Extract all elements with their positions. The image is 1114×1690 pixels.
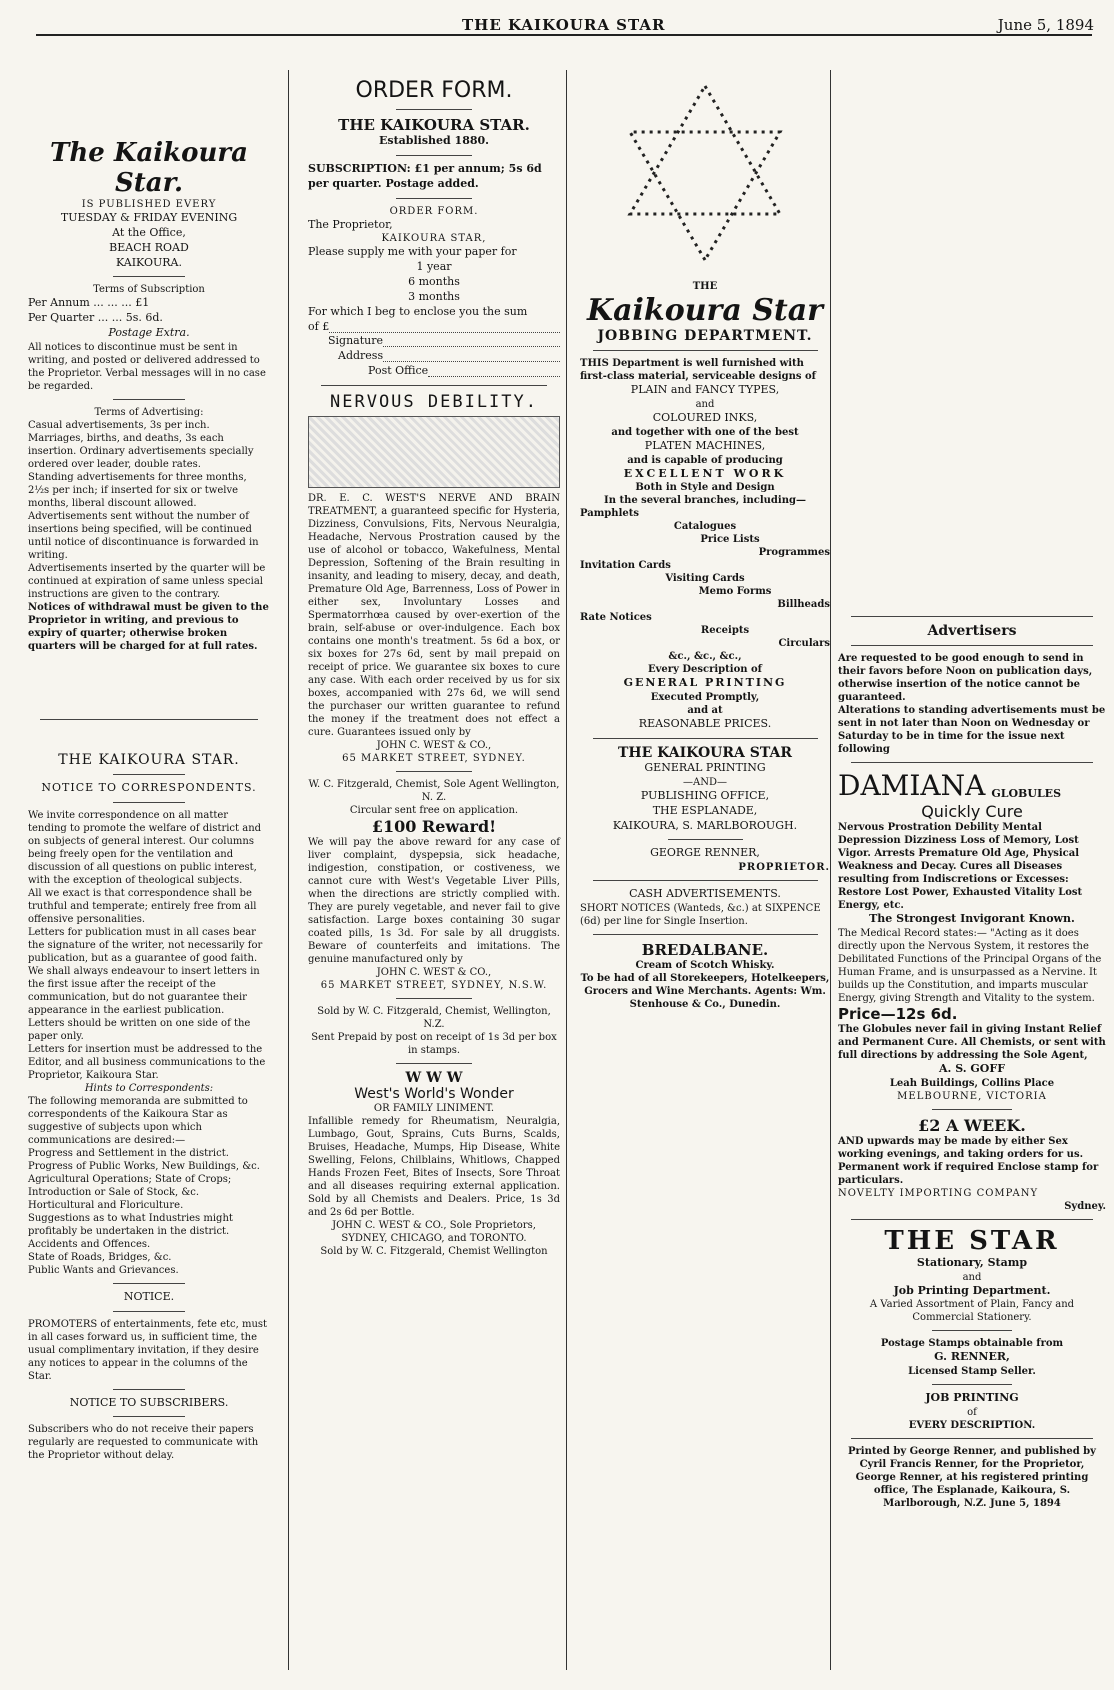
job-item: Memo Forms	[698, 586, 772, 598]
and-label: and	[962, 1271, 982, 1283]
executed-promptly: Executed Promptly,	[650, 692, 760, 704]
circular-line: Circular sent free on application.	[349, 804, 519, 816]
established: Established 1880.	[379, 134, 489, 147]
post-office-field[interactable]	[428, 364, 560, 377]
casual-text: Casual advertisements, 3s per inch.	[28, 419, 210, 431]
amount-label: of £	[308, 319, 330, 333]
hints-item: Suggestions as to what Industries might profitably be undertaken in the district.	[28, 1212, 233, 1237]
west-company-2: JOHN C. WEST & CO.,	[376, 966, 492, 978]
town-line: KAIKOURA.	[116, 255, 182, 269]
liniment-heading: OR FAMILY LINIMENT.	[373, 1102, 495, 1114]
postage-stamps: Postage Stamps obtainable from	[880, 1338, 1064, 1350]
the-label: THE	[692, 281, 718, 292]
medical-record: The Medical Record states:— "Acting as it does directly upon the Nervous System, it restores the Debilitated Functions of the Principal Organs of the Human Frame, and is unsurpassed as a Nervine. It builds up the Constitution, and imparts muscular Energy, giving Strength and Vitality to the system.	[838, 927, 1102, 1004]
order-form-title: ORDER FORM.	[355, 78, 513, 103]
the-star-heading: THE STAR	[884, 1225, 1060, 1256]
enclose-line: For which I beg to enclose you the sum	[308, 304, 528, 318]
jobbing-department: JOBBING DEPARTMENT.	[597, 328, 813, 344]
west-address-2: 65 MARKET STREET, SYDNEY, N.S.W.	[320, 979, 548, 991]
sydney-label: Sydney.	[1064, 1200, 1106, 1212]
column-3	[572, 70, 838, 1670]
stationary-stamp: Stationary, Stamp	[916, 1255, 1028, 1269]
varied-assortment: A Varied Assortment of Plain, Fancy and Commercial Stationery.	[869, 1299, 1075, 1324]
sent-line: Sent Prepaid by post on receipt of 1s 3d per box in stamps.	[311, 1031, 557, 1056]
days-line: TUESDAY & FRIDAY EVENING	[60, 211, 238, 224]
dr-west-text: DR. E. C. WEST'S NERVE AND BRAIN TREATMENT, a guaranteed specific for Hysteria, Dizziness, Convulsions, Fits, Nervous Neuralgia, Headache, Nervous Prostration caused by the use of alcohol or tobacco, Wakefulness, Mental Depression, Softening of the Brain resulting in insanity, and leading to misery, decay, and death, Premature Old Age, Barrenness, Loss of Power in either sex, Involuntary Losses and Spermatorrhœa caused by over-exertion of the brain, self-abuse or over-indulgence. Each box contains one month's treatment. 5s 6d a box, or six boxes for 27s 6d, sent by mail prepaid on receipt of price. We guarantee six boxes to cure any case. With each order received by us for six boxes, accompanied with 27s 6d, we will send the purchaser our written guarantee to refund the money if the treatment does not effect a cure. Guarantees issued only by	[308, 492, 560, 738]
subscribers-text: Subscribers who do not receive their papers regularly are requested to communicate with the Proprietor without delay.	[28, 1424, 259, 1462]
several-branches: In the several branches, including—	[604, 495, 806, 507]
alterations-body: Alterations to standing advertisements must be sent in not later than Noon on Wednesday or Saturday to be in time for the issue next following	[838, 705, 1106, 755]
header-rule	[36, 34, 1092, 36]
signature-field[interactable]	[383, 334, 560, 347]
licensed-seller: Licensed Stamp Seller.	[908, 1366, 1036, 1378]
short-notices: SHORT NOTICES (Wanteds, &c.) at SIXPENCE (6d) per line for Single Insertion.	[580, 903, 821, 928]
every-description-2: EVERY DESCRIPTION.	[908, 1420, 1036, 1432]
hints-item: Progress of Public Works, New Buildings, &c.	[28, 1160, 260, 1172]
week-body: AND upwards may be made by either Sex working evenings, and taking orders for us. Permanent work if required Enclose stamp for particulars.	[838, 1135, 1099, 1186]
notices-text: All notices to discontinue must be sent in writing, and posted or delivered addressed to the Proprietor. Verbal messages will in no case be regarded.	[28, 341, 266, 392]
of-label: of	[967, 1407, 977, 1419]
job-item: Catalogues	[673, 521, 737, 533]
www-heading: W W W	[405, 1069, 463, 1086]
esplanade: THE ESPLANADE,	[652, 803, 758, 817]
every-description: Every Description of	[648, 664, 762, 676]
and-1: and	[695, 398, 715, 410]
style-design: Both in Style and Design	[635, 482, 775, 494]
subscription-text: SUBSCRIPTION: £1 per annum; 5s 6d per quarter. Postage added.	[308, 161, 542, 190]
fitzgerald-agent: W. C. Fitzgerald, Chemist, Sole Agent Wellington, N. Z.	[308, 778, 560, 803]
bredalbane-body: To be had of all Storekeepers, Hotelkeepers, Grocers and Wine Merchants. Agents: Wm. Stenhouse & Co., Dunedin.	[580, 973, 830, 1011]
road-line: BEACH ROAD	[109, 240, 189, 254]
liniment-body: Infallible remedy for Rheumatism, Neuralgia, Lumbago, Gout, Sprains, Cuts Burns, Scalds, Bruises, Headache, Mumps, Hip Disease, White Swelling, Felons, Chilblains, Whitlows, Chapped Hands Frozen Feet, Bites of Insects, Sore Throat and all diseases requiring external application. Sold by all Chemists and Dealers. Price, 1s 3d and 2s 6d per Bottle.	[308, 1115, 560, 1218]
without-text: Advertisements sent without the number of insertions being specified, will be continued until notice of discontinuance is forwarded in writing.	[28, 510, 259, 561]
excellent-work: EXCELLENT WORK	[623, 466, 787, 480]
platen-machines: PLATEN MACHINES,	[644, 438, 766, 452]
corr-1: We invite correspondence on all matter tending to promote the welfare of district and on subjects of general interest. Our columns being freely open for the ventilation and discussion of all questions on public interest, with the exception of theological subjects.	[28, 809, 262, 886]
standing-text: Standing advertisements for three months, 2½s per inch; if inserted for six or twelve months, liberal discount allowed.	[28, 471, 247, 509]
order-form-small: ORDER FORM.	[389, 205, 479, 217]
job-item: Circulars	[778, 638, 830, 650]
general-printing: GENERAL PRINTING	[623, 676, 787, 690]
job-item: Billheads	[777, 599, 830, 611]
globules-label: GLOBULES	[991, 787, 1062, 801]
corr-3: Letters for publication must in all cases bear the signature of the writer, not necessarily for publication, but as a guarantee of good faith.	[28, 926, 263, 964]
bredalbane-heading: BREDALBANE.	[641, 941, 769, 960]
per-annum: Per Annum ... ... ... £1	[28, 296, 150, 310]
and-dash: —AND—	[683, 776, 727, 788]
quickly-cure: Quickly Cure	[921, 802, 1023, 821]
job-item: &c., &c., &c.,	[668, 651, 742, 663]
price-body: The Globules never fail in giving Instant Relief and Permanent Cure. All Chemists, or sent with full directions by addressing the Sole Agent,	[838, 1023, 1106, 1061]
wonder-heading: West's World's Wonder	[354, 1085, 514, 1102]
kaikoura-star-title: Kaikoura Star	[587, 293, 823, 328]
hints-item: Accidents and Offences.	[28, 1238, 151, 1250]
option-six-months: 6 months	[408, 275, 460, 289]
notice-correspondents: NOTICE TO CORRESPONDENTS.	[41, 780, 257, 794]
paper-title: The Kaikoura Star.	[50, 138, 248, 198]
hints-item: Agricultural Operations; State of Crops; Introduction or Sale of Stock, &c.	[28, 1173, 232, 1198]
advertisers-body: Are requested to be good enough to send in their favors before Noon on publication days, otherwise insertion of the notice cannot be guaranteed.	[838, 653, 1093, 703]
option-three-months: 3 months	[408, 289, 460, 303]
two-pound-week: £2 A WEEK.	[918, 1115, 1026, 1135]
strongest-invigorant: The Strongest Invigorant Known.	[869, 912, 1075, 925]
job-printing: JOB PRINTING	[925, 1391, 1019, 1405]
star-of-david-logo	[580, 78, 830, 272]
terms-advertising: Terms of Advertising:	[94, 406, 204, 418]
george-renner: GEORGE RENNER,	[650, 846, 760, 860]
nervous-heading: NERVOUS DEBILITY.	[330, 391, 538, 412]
hints-item: Horticultural and Floriculture.	[28, 1199, 184, 1211]
novelty-company: NOVELTY IMPORTING COMPANY	[838, 1187, 1039, 1199]
address-field[interactable]	[383, 349, 560, 362]
star-small: KAIKOURA STAR,	[381, 233, 487, 245]
west-address: 65 MARKET STREET, SYDNEY.	[342, 752, 526, 764]
per-quarter: Per Quarter ... ... 5s. 6d.	[28, 311, 163, 325]
advertisers-heading: Advertisers	[927, 623, 1017, 639]
reasonable-prices: REASONABLE PRICES.	[638, 717, 772, 731]
hints-item: Progress and Settlement in the district.	[28, 1147, 229, 1159]
job-item: Receipts	[700, 625, 750, 637]
corr-6: Letters for insertion must be addressed to the Editor, and all business communications to the Proprietor, Kaikoura Star.	[28, 1043, 266, 1081]
west-company-3: JOHN C. WEST & CO., Sole Proprietors, SYDNEY, CHICAGO, and TORONTO.	[332, 1219, 536, 1244]
plain-fancy: PLAIN and FANCY TYPES,	[630, 383, 780, 396]
cash-advertisements: CASH ADVERTISEMENTS.	[629, 887, 781, 901]
capable-line: and is capable of producing	[627, 454, 783, 466]
reward-heading: £100 Reward!	[371, 816, 497, 836]
g-renner: G. RENNER,	[934, 1350, 1010, 1364]
published-line: IS PUBLISHED EVERY	[81, 199, 217, 210]
proprietor-line: The Proprietor,	[308, 217, 393, 231]
cure-body: Nervous Prostration Debility Mental Depression Dizziness Loss of Memory, Lost Vigor. Arrests Premature Old Age, Physical Weakness and Decay. Cures all Diseases resulting from Indiscretions or Excesses: Restore Lost Power, Exhausted Vitality Lost Energy, etc.	[838, 822, 1083, 911]
column-1	[20, 70, 278, 1670]
quarter-text: Advertisements inserted by the quarter will be continued at expiration of same unless special instructions are given to the contrary.	[28, 562, 266, 600]
address-label: Address	[338, 349, 384, 363]
promoters-text: PROMOTERS of entertainments, fete etc, must in all cases forward us, in sufficient time, the usual complimentary invitation, if they desire any notices to appear in the columns of the Star.	[28, 1318, 268, 1382]
hints-item: State of Roads, Bridges, &c.	[28, 1251, 172, 1263]
goff-address: Leah Buildings, Collins Place	[889, 1077, 1055, 1089]
office-line: At the Office,	[112, 225, 186, 239]
signature-label: Signature	[328, 334, 384, 348]
marriages-text: Marriages, births, and deaths, 3s each insertion. Ordinary advertisements specially ordered over leader, double rates.	[28, 432, 254, 470]
job-item: Invitation Cards	[580, 560, 671, 572]
hints-item: Public Wants and Grievances.	[28, 1264, 179, 1276]
column-4	[830, 70, 1114, 1670]
withdrawal-text: Notices of withdrawal must be given to the Proprietor in writing, and previous to expiry of quarter; otherwise broken quarters will be charged for at full rates.	[28, 601, 269, 652]
column-rule	[288, 70, 289, 1670]
coloured-inks: COLOURED INKS,	[652, 410, 758, 424]
hints-body: The following memoranda are submitted to correspondents of the Kaikoura Star as suggestive of subjects upon which communications are desired:—	[28, 1095, 248, 1146]
price-line: Price—12s 6d.	[838, 1004, 958, 1023]
paper-name: THE KAIKOURA STAR.	[338, 116, 530, 134]
job-item: Rate Notices	[580, 612, 652, 624]
amount-field[interactable]	[329, 320, 560, 333]
job-item: Programmes	[758, 547, 830, 559]
star-heading: THE KAIKOURA STAR.	[58, 751, 240, 768]
job-item: Pamphlets	[580, 508, 639, 520]
town-marlborough: KAIKOURA, S. MARLBOROUGH.	[612, 818, 798, 832]
page-header	[0, 0, 1114, 70]
department-text: THIS Department is well furnished with first-class material, serviceable designs of	[580, 358, 816, 382]
post-office-label: Post Office	[368, 364, 429, 378]
sold-line: Sold by W. C. Fitzgerald, Chemist, Wellington, N.Z.	[317, 1005, 551, 1030]
goff-city: MELBOURNE, VICTORIA	[897, 1090, 1047, 1102]
job-item: Price Lists	[700, 534, 760, 546]
together-line: and together with one of the best	[611, 426, 799, 438]
damiana-title: DAMIANA	[838, 769, 986, 802]
hints-heading: Hints to Correspondents:	[84, 1082, 214, 1094]
star-printing-heading: THE KAIKOURA STAR	[617, 745, 793, 762]
postage-extra: Postage Extra.	[108, 326, 190, 340]
engraving-illustration	[308, 416, 560, 488]
sold-line-3: Sold by W. C. Fitzgerald, Chemist Wellington	[320, 1245, 548, 1257]
cream-line: Cream of Scotch Whisky.	[635, 960, 775, 972]
goff-name: A. S. GOFF	[939, 1061, 1005, 1075]
notice-heading: NOTICE.	[123, 1289, 175, 1303]
terms-subscription: Terms of Subscription	[93, 284, 205, 296]
corr-5: Letters should be written on one side of the paper only.	[28, 1017, 251, 1042]
masthead: THE KAIKOURA STAR	[462, 16, 666, 34]
reward-body: We will pay the above reward for any case of liver complaint, dyspepsia, sick headache, indigestion, constipation, or costiveness, we cannot cure with West's Vegetable Liver Pills, when the directions are strictly complied with. They are purely vegetable, and never fail to give satisfaction. Large boxes containing 30 sugar coated pills, 1s 3d. For sale by all druggists. Beware of counterfeits and imitations. The genuine manufactured only by	[308, 836, 560, 965]
please-line: Please supply me with your paper for	[308, 245, 517, 259]
notice-subscribers: NOTICE TO SUBSCRIBERS.	[69, 1395, 229, 1409]
printed-by: Printed by George Renner, and published by Cyril Francis Renner, for the Proprietor, George Renner, at his registered printing office, The Esplanade, Kaikoura, S. Marlborough, N.Z. June 5, 1894	[848, 1446, 1096, 1510]
job-item: Visiting Cards	[665, 573, 745, 585]
corr-4: We shall always endeavour to insert letters in the first issue after the receipt of the communication, but do not guarantee their appearance in the earliest publication.	[28, 965, 260, 1016]
issue-date: June 5, 1894	[997, 16, 1094, 34]
and-at: and at	[687, 705, 723, 717]
column-2	[300, 70, 568, 1670]
west-company: JOHN C. WEST & CO.,	[376, 739, 492, 751]
job-printing-department: Job Printing Department.	[893, 1283, 1051, 1297]
option-one-year: 1 year	[416, 260, 452, 274]
general-printing-2: GENERAL PRINTING	[644, 761, 766, 775]
corr-2: All we exact is that correspondence shall be truthful and temperate; entirely free from all offensive personalities.	[28, 887, 257, 925]
proprietor-label: PROPRIETOR.	[738, 862, 830, 874]
publishing-office: PUBLISHING OFFICE,	[640, 788, 770, 802]
